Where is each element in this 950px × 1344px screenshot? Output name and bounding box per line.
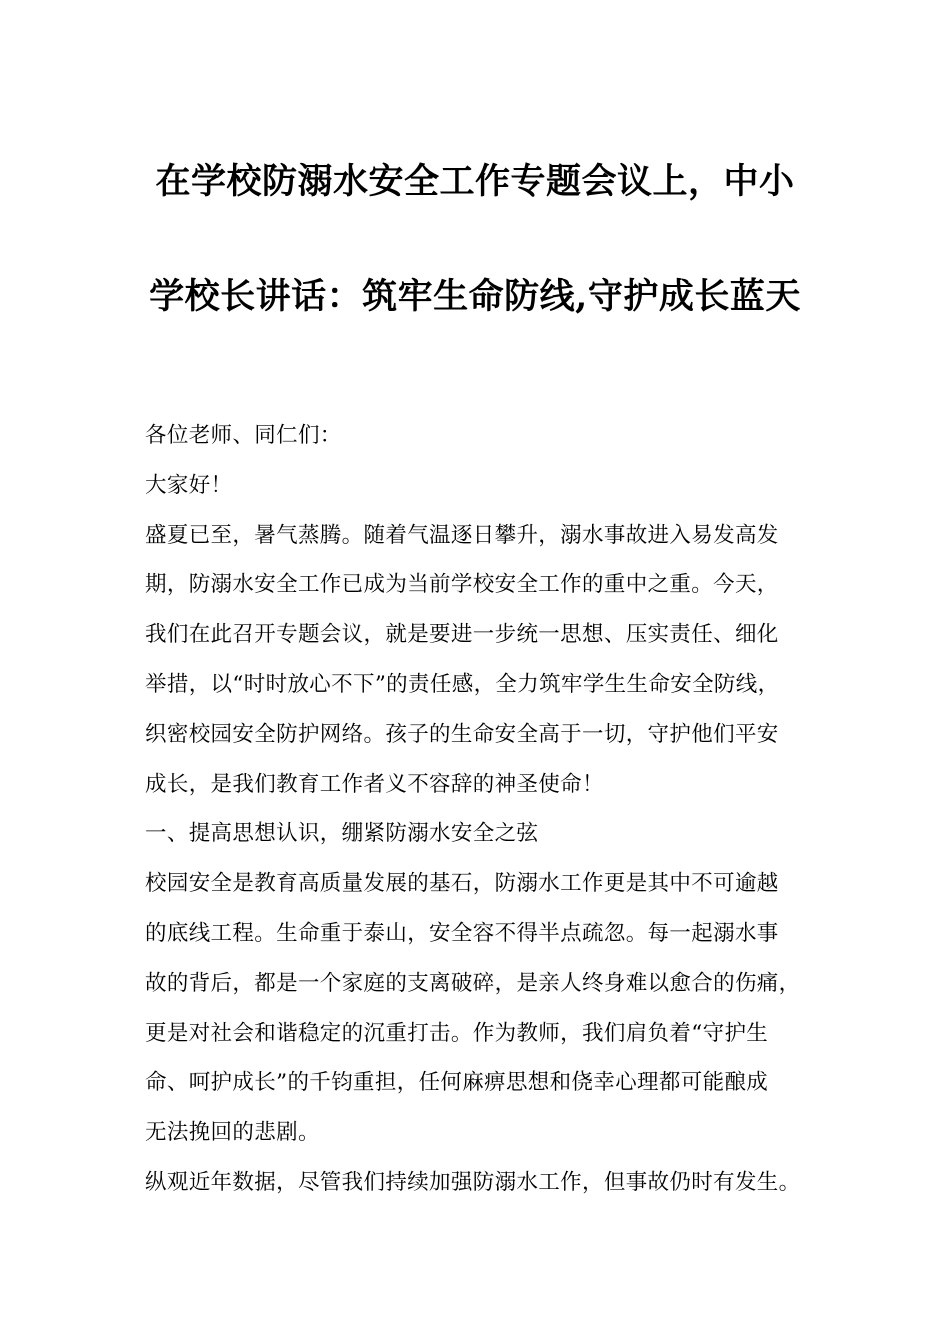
paragraph-line: 成长，是我们教育工作者义不容辞的神圣使命！ <box>145 771 604 797</box>
document-title-line-2: 学校长讲话：筑牢生命防线,守护成长蓝天 <box>149 276 801 317</box>
document-body <box>145 420 825 1217</box>
greeting: 大家好！ <box>145 472 233 498</box>
paragraph-line: 命、呵护成长”的千钧重担，任何麻痹思想和侥幸心理都可能酿成 <box>145 1070 769 1096</box>
paragraph-line: 的底线工程。生命重于泰山，安全容不得半点疏忽。每一起溺水事 <box>145 920 779 946</box>
paragraph-line: 更是对社会和谐稳定的沉重打击。作为教师，我们肩负着“守护生 <box>145 1020 769 1046</box>
section-heading: 一、提高思想认识，绷紧防溺水安全之弦 <box>145 821 539 847</box>
salutation: 各位老师、同仁们： <box>145 423 342 448</box>
paragraph-line: 无法挽回的悲剧。 <box>145 1120 320 1146</box>
paragraph-line: 举措，以“时时放心不下”的责任感，全力筑牢学生生命安全防线， <box>145 671 780 697</box>
paragraph-line: 校园安全是教育高质量发展的基石，防溺水工作更是其中不可逾越 <box>145 871 779 897</box>
paragraph-line: 期，防溺水安全工作已成为当前学校安全工作的重中之重。今天， <box>145 572 779 598</box>
paragraph-line: 故的背后，都是一个家庭的支离破碎，是亲人终身难以愈合的伤痛， <box>145 970 801 996</box>
paragraph-line: 织密校园安全防护网络。孩子的生命安全高于一切，守护他们平安 <box>145 721 779 747</box>
paragraph-line: 盛夏已至，暑气蒸腾。随着气温逐日攀升，溺水事故进入易发高发 <box>145 522 779 548</box>
paragraph-line: 纵观近年数据，尽管我们持续加强防溺水工作，但事故仍时有发生。 <box>145 1169 801 1195</box>
paragraph-line: 我们在此召开专题会议，就是要进一步统一思想、压实责任、细化 <box>145 622 779 648</box>
document-title-line-1: 在学校防溺水安全工作专题会议上，中小 <box>155 161 795 202</box>
